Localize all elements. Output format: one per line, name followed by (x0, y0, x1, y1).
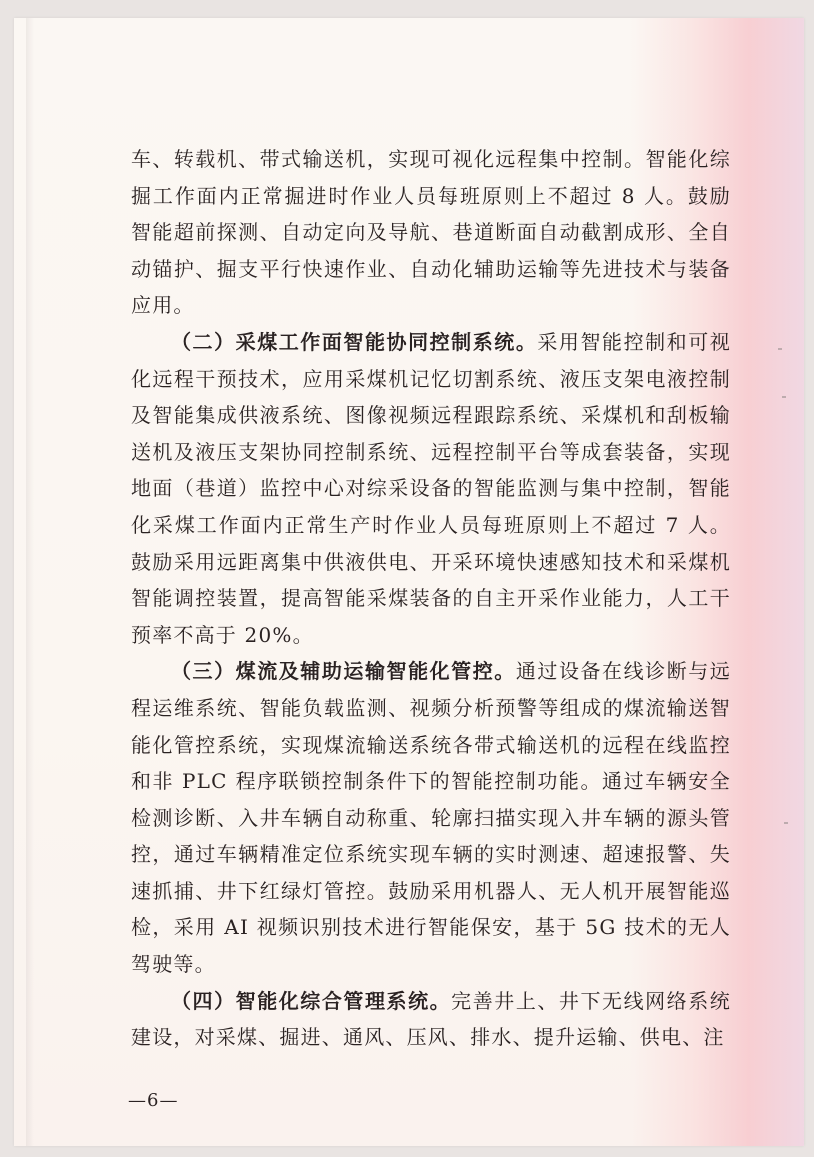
paragraph-4-text: 完善井上、井下无线网络系统建设，对采煤、掘进、通风、压风、排水、提升运输、供电、注 (131, 988, 731, 1050)
page-number: —6— (128, 1090, 179, 1111)
paragraph-3-text: 通过设备在线诊断与远程运维系统、智能负载监测、视频分析预警等组成的煤流输送智能化管控系统，实现煤流输送系统各带式输送机的远程在线监控和非 PLC 程序联锁控制条件下的智能控制功能。通过车辆安全检测诊断、入井车辆自动称重、轮廓扫描实现入井车辆的源头管控，通过车辆精准定位系统实现车辆的实时测速、超速报警、失速抓捕、井下红绿灯管控。鼓励采用机器人、无人机开展智能巡检，采用 AI 视频识别技术进行智能保安，基于 5G 技术的无人驾驶等。 (131, 659, 732, 977)
paragraph-2-heading: （二）采煤工作面智能协同控制系统。 (171, 329, 538, 354)
paragraph-1-text: 车、转载机、带式输送机，实现可视化远程集中控制。智能化综掘工作面内正常掘进时作业人员每班原则上不超过 8 人。鼓励智能超前探测、自动定向及导航、巷道断面自动截割成形、全自动锚护、掘支平行快速作业、自动化辅助运输等先进技术与装备应用。 (131, 147, 731, 318)
paragraph-1 (131, 141, 731, 324)
paragraph-3-heading: （三）煤流及辅助运输智能化管控。 (171, 659, 516, 684)
paragraph-3 (131, 653, 731, 982)
scan-speck (784, 822, 788, 824)
paragraph-4 (131, 983, 731, 1056)
paragraph-2 (131, 324, 731, 653)
paragraph-4-heading: （四）智能化综合管理系统。 (171, 988, 452, 1013)
body-text (131, 141, 731, 1056)
paragraph-2-text: 采用智能控制和可视化远程干预技术，应用采煤机记忆切割系统、液压支架电液控制及智能集成供液系统、图像视频远程跟踪系统、采煤机和刮板输送机及液压支架协同控制系统、远程控制平台等成套装备，实现地面（巷道）监控中心对综采设备的智能监测与集中控制，智能化采煤工作面内正常生产时作业人员每班原则上不超过 7 人。鼓励采用远距离集中供液供电、开采环境快速感知技术和采煤机智能调控装置，提高智能采煤装备的自主开采作业能力，人工干预率不高于 20%。 (131, 329, 731, 647)
scan-speck (778, 348, 782, 350)
scan-speck (782, 396, 786, 398)
document-page (14, 18, 804, 1146)
